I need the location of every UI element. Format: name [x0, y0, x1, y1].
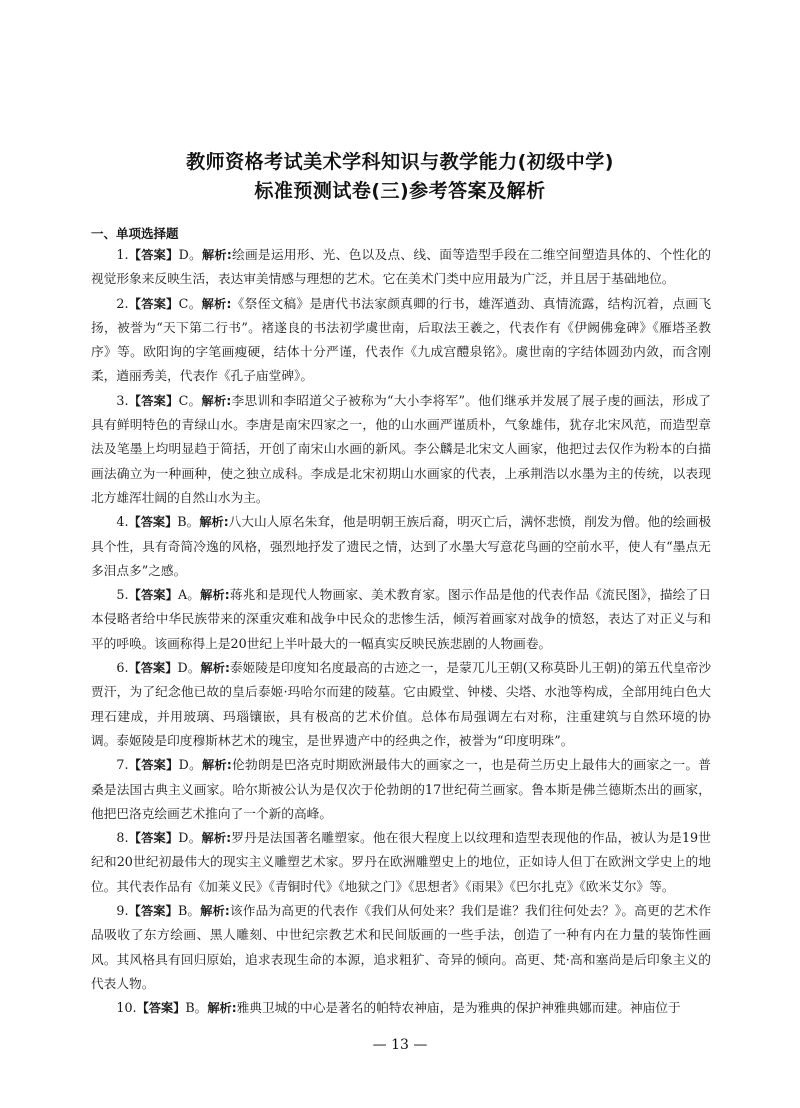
- item-number: 6.: [116, 660, 129, 676]
- answer-choice: D。: [178, 247, 202, 262]
- answer-item: [91, 899, 711, 996]
- analysis-label: 解析:: [201, 831, 232, 846]
- analysis-text: 八大山人原名朱耷，他是明朝王族后裔，明灭亡后，满怀悲愤，削发为僧。他的绘画极具个性，具有奇简冷逸的风格，强烈地抒发了遗民之情，达到了水墨大写意花鸟画的空前水平，使人有“墨点无多泪点多”之感。: [91, 514, 712, 578]
- answer-label: 【答案】: [136, 1001, 186, 1016]
- analysis-text: 李思训和李昭道父子被称为“大小李将军”。他们继承并发展了展子虔的画法，形成了具有鲜明特色的青绿山水。李唐是南宋四家之一，他的山水画严谨质朴，气象雄伟，犹存北宋风范，而造型章法及笔墨上均明显趋于简括，开创了南宋山水画的新风。李公麟是北宋文人画家，他把过去仅作为粉本的白描画法确立为一种画种，使之独立成科。李成是北宋初期山水画家的代表，上承荆浩以水墨为主的传统，以表现北方雄浑壮阔的自然山水为主。: [91, 392, 711, 505]
- answer-choice: C。: [178, 295, 202, 311]
- answer-label: 【答案】: [128, 515, 178, 530]
- analysis-label: 解析:: [201, 296, 232, 311]
- answer-label: 【答案】: [128, 296, 179, 311]
- answer-choice: D。: [178, 830, 202, 846]
- answer-item: [91, 389, 711, 510]
- item-number: 3.: [116, 392, 129, 408]
- analysis-text: 《祭侄文稿》是唐代书法家颜真卿的行书，雄浑遒劲、真情流露，结构沉着，点画飞扬，被誉为“天下第二行书”。褚遂良的书法初学虞世南，后取法王羲之，代表作有《伊阙佛龛碑》《雁塔圣教序》等。欧阳询的字笔画瘦硬，结体十分严谨，代表作《九成宫醴泉铭》。虞世南的字结体圆劲内敛，而含刚柔，遒丽秀美，代表作《孔子庙堂碑》。: [91, 295, 712, 384]
- analysis-label: 解析:: [199, 515, 229, 530]
- answer-label: 【答案】: [128, 758, 179, 773]
- section-heading: 一、单项选择题: [91, 226, 179, 241]
- item-number: 9.: [116, 903, 129, 919]
- document-subtitle: 标准预测试卷(三)参考答案及解析: [254, 180, 546, 202]
- answer-label: 【答案】: [128, 831, 179, 846]
- answer-item: [91, 243, 711, 292]
- page-number: — 13 —: [372, 1037, 428, 1053]
- answer-item: [91, 656, 711, 753]
- answer-choice: D。: [177, 660, 201, 676]
- item-number: 1.: [116, 247, 129, 262]
- analysis-label: 解析:: [201, 758, 232, 773]
- document-title: 教师资格考试美术学科知识与教学能力(初级中学): [186, 151, 614, 173]
- answer-choice: A。: [177, 587, 201, 603]
- analysis-label: 解析:: [207, 1001, 237, 1016]
- answer-label: 【答案】: [128, 904, 178, 919]
- answer-item: [91, 996, 711, 1020]
- answer-choice: B。: [177, 903, 201, 919]
- answer-item: [91, 753, 711, 826]
- analysis-text: 罗丹是法国著名雕塑家。他在很大程度上以纹理和造型表现他的作品，被认为是19世纪和20世纪初最伟大的现实主义雕塑艺术家。罗丹在欧洲雕塑史上的地位，正如诗人但丁在欧洲文学史上的地位。其代表作品有《加莱义民》《青铜时代》《地狱之门》《思想者》《雨果》《巴尔扎克》《欧米艾尔》等。: [91, 830, 711, 894]
- answer-label: 【答案】: [128, 393, 179, 408]
- analysis-text: 绘画是运用形、光、色以及点、线、面等造型手段在二维空间塑造具体的、个性化的视觉形象来反映生活，表达审美情感与理想的艺术。它在美术门类中应用最为广泛，并且居于基础地位。: [91, 247, 711, 287]
- analysis-label: 解析:: [201, 393, 232, 408]
- analysis-label: 解析:: [200, 661, 230, 676]
- analysis-text: 该作品为高更的代表作《我们从何处来？我们是谁？我们往何处去？》。高更的艺术作品吸收了东方绘画、黑人雕刻、中世纪宗教艺术和民间版画的一些手法，创造了一种有内在力量的装饰性画风。其风格具有回归原始，追求表现生命的本源，追求粗犷、奇异的倾向。高更、梵·高和塞尚是后印象主义的代表人物。: [91, 903, 712, 991]
- answer-choice: B。: [177, 514, 200, 530]
- answer-label: 【答案】: [128, 661, 178, 676]
- item-number: 2.: [116, 295, 129, 311]
- answer-item: [91, 583, 711, 656]
- answer-item: [91, 292, 711, 389]
- answer-label: 【答案】: [128, 248, 179, 262]
- analysis-label: 解析:: [201, 248, 232, 262]
- answer-choice: C。: [178, 392, 202, 408]
- analysis-label: 解析:: [200, 904, 230, 919]
- answer-list: [91, 243, 711, 1021]
- analysis-text: 伦勃朗是巴洛克时期欧洲最伟大的画家之一，也是荷兰历史上最伟大的画家之一。普桑是法国古典主义画家。哈尔斯被公认为是仅次于伦勃朗的17世纪荷兰画家。鲁本斯是佛兰德斯杰出的画家，他把巴洛克绘画艺术推向了一个新的高峰。: [91, 757, 711, 821]
- answer-item: [91, 826, 711, 899]
- item-number: 4.: [116, 514, 129, 530]
- answer-label: 【答案】: [128, 588, 178, 603]
- analysis-label: 解析:: [200, 588, 230, 603]
- item-number: 5.: [116, 587, 129, 603]
- item-number: 8.: [116, 830, 129, 846]
- answer-choice: B。: [185, 1000, 208, 1016]
- analysis-text: 雅典卫城的中心是著名的帕特农神庙，是为雅典的保护神雅典娜而建。神庙位于: [236, 1000, 681, 1016]
- item-number: 10.: [116, 1000, 137, 1016]
- answer-choice: D。: [178, 757, 202, 773]
- analysis-text: 蒋兆和是现代人物画家、美术教育家。图示作品是他的代表作品《流民图》，描绘了日本侵略者给中华民族带来的深重灾难和战争中民众的悲惨生活，倾泻着画家对战争的愤怒，表达了对正义与和平的呼唤。该画称得上是20世纪上半叶最大的一幅真实反映民族悲剧的人物画卷。: [91, 587, 712, 651]
- item-number: 7.: [116, 757, 129, 773]
- answer-item: [91, 510, 711, 583]
- analysis-text: 泰姬陵是印度知名度最高的古迹之一，是蒙兀儿王朝(又称莫卧儿王朝)的第五代皇帝沙贾汗，为了纪念他已故的皇后泰姬·玛哈尔而建的陵墓。它由殿堂、钟楼、尖塔、水池等构成，全部用纯白色大理石建成，并用玻璃、玛瑙镶嵌，具有极高的艺术价值。总体布局强调左右对称，注重建筑与自然环境的协调。泰姬陵是印度穆斯林艺术的瑰宝，是世界遗产中的经典之作，被誉为“印度明珠”。: [91, 660, 712, 748]
